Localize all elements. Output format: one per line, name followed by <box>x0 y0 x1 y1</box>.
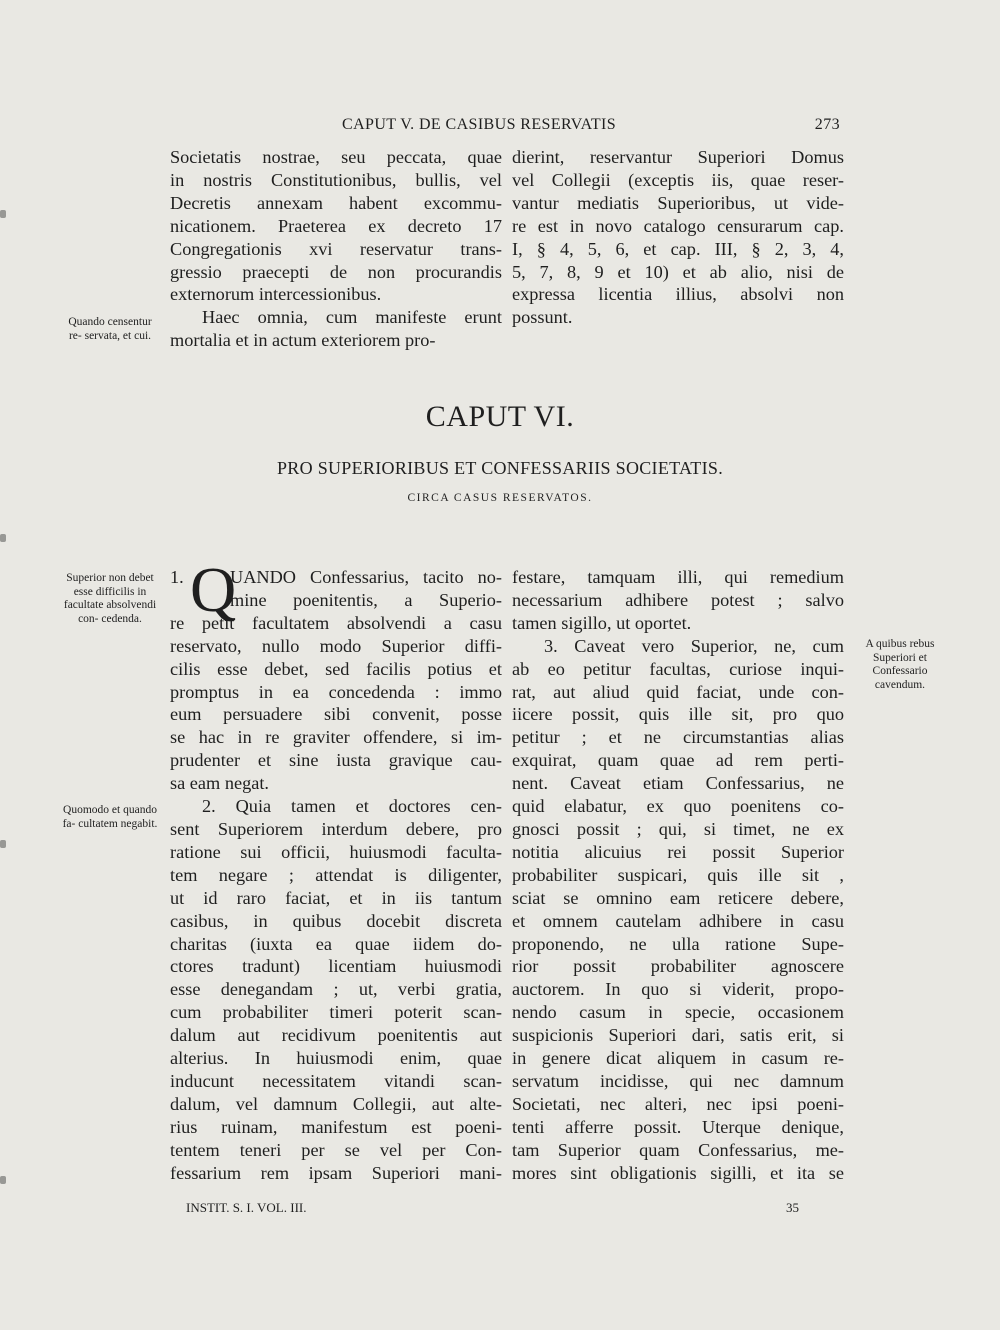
top-left-column <box>170 146 502 352</box>
text-line: rat, aut aliud quid faciat, unde con- <box>512 681 844 702</box>
text-line: externorum intercessionibus. <box>170 284 382 305</box>
text-line: exquirat, quam quae ad rem perti- <box>512 750 844 771</box>
paragraph-number: 1. <box>170 567 184 587</box>
text-line: casibus, in quibus docebit discreta <box>170 910 502 931</box>
margin-note-4: A quibus rebus Superiori et Confessario cavendum. <box>865 638 935 691</box>
text-line: re petit facultatem absolvendi a casu <box>170 612 502 633</box>
chapter-subtitle-2: CIRCA CASUS RESERVATOS. <box>407 492 593 504</box>
drop-cap: Q <box>190 554 237 625</box>
text-line: inducunt necessitatem vitandi scan- <box>170 1070 502 1091</box>
text-line: servatum incidisse, qui nec damnum <box>512 1070 844 1091</box>
body-right-column <box>512 566 844 1184</box>
margin-note-2: Superior non debet esse difficilis in facultate absolvendi con- cedenda. <box>63 572 157 625</box>
text-line: ctores tradunt) licentiam huiusmodi <box>170 956 502 977</box>
text-line: 2. Quia tamen et doctores cen- <box>202 796 502 817</box>
text-line: quid elabatur, ex quo poenitens co- <box>512 796 844 817</box>
text-line: 3. Caveat vero Superior, ne, cum <box>544 635 844 656</box>
text-line: dalum, vel damnum Collegii, aut alte- <box>170 1093 502 1114</box>
text-line: ut id raro faciat, et in iis tantum <box>170 887 502 908</box>
text-line: Haec omnia, cum manifeste erunt <box>202 307 502 328</box>
text-line: expressa licentia illius, absolvi non <box>512 284 844 305</box>
edge-mark <box>0 534 6 542</box>
text-line: re est in novo catalogo censurarum cap. <box>512 215 844 236</box>
text-line: tenti afferre possit. Uterque denique, <box>512 1116 844 1137</box>
edge-mark <box>0 840 6 848</box>
text-line: UANDO Confessarius, tacito no- <box>230 567 502 587</box>
text-line: Decretis annexam habent excommu- <box>170 192 502 213</box>
text-line: probabiliter suspicari, quis ille sit , <box>512 864 844 885</box>
text-line: petitur ; et ne circumstantias alias <box>512 727 844 748</box>
text-line: ab eo petitur facultas, curiose inqui- <box>512 658 844 679</box>
text-line: gnosci possit ; qui, si timet, ne ex <box>512 818 844 839</box>
text-line: dierint, reservantur Superiori Domus <box>512 147 844 167</box>
text-line: eum persuadere sibi convenit, posse <box>170 704 502 725</box>
text-line: vel Collegii (exceptis iis, quae reser- <box>512 169 844 190</box>
text-line: mores sint obligationis sigilli, et ita se <box>512 1162 844 1183</box>
footer-signature <box>186 1200 306 1216</box>
text-line: et omnem cautelam adhibere in casu <box>512 910 844 931</box>
text-line: suspicionis Superiori dari, satis erit, si <box>512 1025 844 1046</box>
footer-sheet-number <box>786 1200 799 1216</box>
text-line: mortalia et in actum exteriorem pro- <box>170 330 436 351</box>
text-line: Societatis nostrae, seu peccata, quae <box>170 147 502 167</box>
text-line: in nostris Constitutionibus, bullis, vel <box>170 169 502 190</box>
text-line: sciat se omnino eam reticere debere, <box>512 887 844 908</box>
text-line: dalum aut recidivum poenitentis aut <box>170 1025 502 1046</box>
text-line: esse denegandam ; ut, verbi gratia, <box>170 979 502 1000</box>
text-line: se hac in re graviter offendere, si im- <box>170 727 502 748</box>
chapter-subtitle: PRO SUPERIORIBUS ET CONFESSARIIS SOCIETATIS. <box>276 458 723 478</box>
chapter-title: CAPUT VI. <box>425 400 575 433</box>
text-line: promptus in ea concedenda : immo <box>170 681 502 702</box>
text-line: nendo casum in specie, occasionem <box>512 1002 844 1023</box>
edge-mark <box>0 210 6 218</box>
top-right-column <box>512 146 844 329</box>
text-line: ratione sui officii, huiusmodi faculta- <box>170 841 502 862</box>
text-line: mine poenitentis, a Superio- <box>230 589 502 610</box>
text-line: nent. Caveat etiam Confessarius, ne <box>512 773 844 794</box>
body-left-column <box>170 554 502 1184</box>
text-line: festare, tamquam illi, qui remedium <box>512 567 844 587</box>
text-line: cum probabiliter timeri poterit scan- <box>170 1002 502 1023</box>
text-line: rius ruinam, manifestum est poeni- <box>170 1116 502 1137</box>
text-line: gressio praecepti de non procurandis <box>170 261 502 282</box>
text-line: reservato, nullo modo Superior diffi- <box>170 635 502 656</box>
text-line: Societati, nec alteri, nec ipsi poeni- <box>512 1093 844 1114</box>
text-line: proponendo, ne ulla ratione Supe- <box>512 933 844 954</box>
running-head-title: CAPUT V. DE CASIBUS RESERVATIS <box>342 116 617 133</box>
text-line: I, § 4, 5, 6, et cap. III, § 2, 3, 4, <box>512 238 844 259</box>
text-line: tem negare ; attendat is diligenter, <box>170 864 502 885</box>
text-line: iicere possit, quis ille sit, pro quo <box>512 704 844 725</box>
text-line: tentem teneri per se vel per Con- <box>170 1139 502 1160</box>
text-line: notitia alicuius rei possit Superior <box>512 841 844 862</box>
margin-note-1: Quando censentur re- servata, et cui. <box>68 316 152 342</box>
text-line: alterius. In huiusmodi enim, quae <box>170 1048 502 1069</box>
text-line: auctorem. In quo si viderit, propo- <box>512 979 844 1000</box>
text-line: sa eam negat. <box>170 773 269 794</box>
text-line: tamen sigillo, ut oportet. <box>512 612 692 633</box>
footer-sheet-text: 35 <box>786 1200 799 1215</box>
edge-mark <box>0 1176 6 1184</box>
text-line: necessarium adhibere potest ; salvo <box>512 589 844 610</box>
text-line: possunt. <box>512 307 573 328</box>
text-line: 5, 7, 8, 9 et 10) et ab alio, nisi de <box>512 261 844 282</box>
text-line: cilis esse debet, sed facilis potius et <box>170 658 502 679</box>
footer-signature-text: INSTIT. S. I. VOL. III. <box>186 1200 307 1215</box>
text-line: Congregationis xvi reservatur trans- <box>170 238 502 259</box>
text-line: in genere dicat aliquem in casum re- <box>512 1048 844 1069</box>
text-line: charitas (iuxta ea quae iidem do- <box>170 933 502 954</box>
text-line: sent Superiorem interdum debere, pro <box>170 818 502 839</box>
page-number: 273 <box>814 116 840 133</box>
text-line: rior possit probabiliter agnoscere <box>512 956 844 977</box>
text-line: vantur mediatis Superioribus, ut vide- <box>512 192 844 213</box>
text-line: fessarium rem ipsam Superiori mani- <box>170 1162 502 1183</box>
text-line: tam Superior quam Confessarius, me- <box>512 1139 844 1160</box>
margin-note-3: Quomodo et quando fa- cultatem negabit. <box>62 804 158 830</box>
text-line: nicationem. Praeterea ex decreto 17 <box>170 215 502 236</box>
text-line: prudenter et sine iusta gravique cau- <box>170 750 502 771</box>
